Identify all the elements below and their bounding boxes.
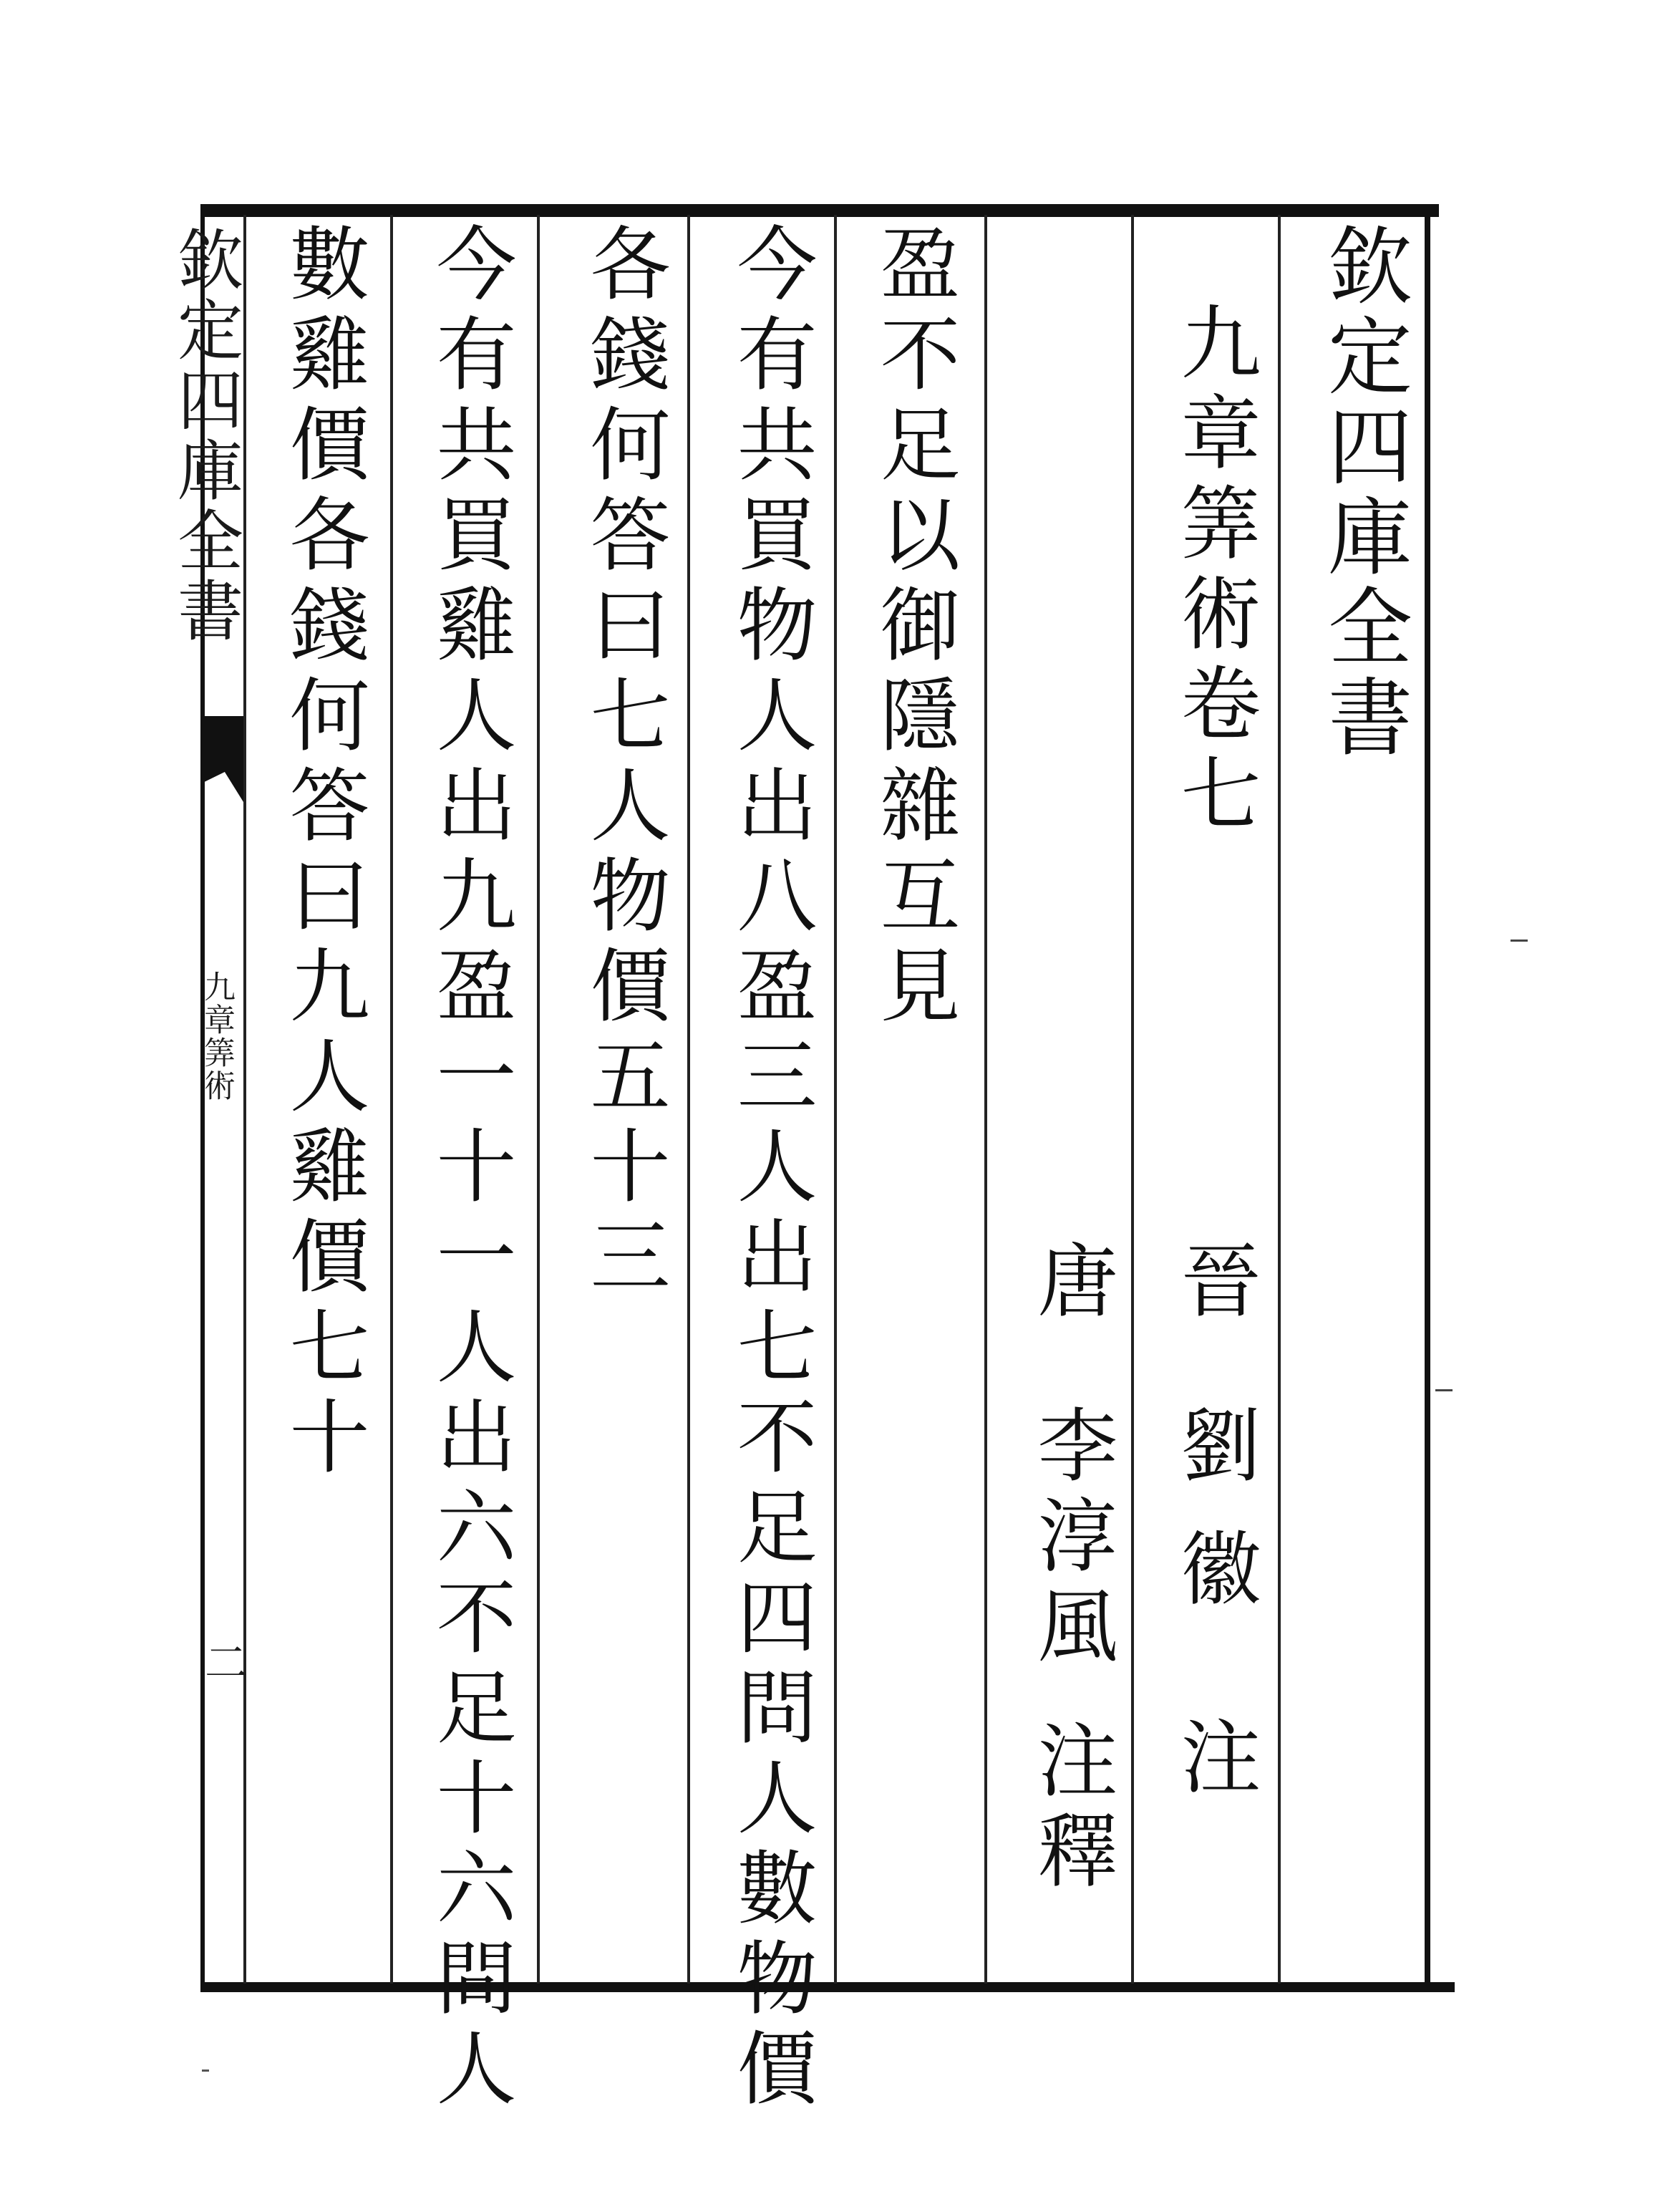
column-divider (984, 215, 987, 1984)
bottom-frame-line (200, 1982, 1455, 1992)
right-frame-line (1425, 215, 1430, 1992)
author-name: 劉徽 (1168, 1404, 1261, 1650)
author-dynasty: 晉 (1168, 1239, 1261, 1329)
scan-mark (1511, 940, 1528, 942)
text-column: 今有共買物人出八盈三人出七不足四問人數物價 (724, 222, 817, 2117)
author-role: 注釋 (1024, 1719, 1117, 1899)
column-divider (1131, 215, 1134, 1984)
column-divider (834, 215, 837, 1984)
column-divider (537, 215, 540, 1984)
header-title: 欽定四庫全書 (1314, 222, 1412, 763)
author-name: 李淳風 (1024, 1404, 1117, 1674)
text-column: 今有共買雞人出九盈一十一人出六不足十六問人 (423, 222, 516, 2117)
volume-title: 九章筭術卷七 (1168, 301, 1261, 842)
margin-book-name: 九章筭術 (198, 970, 235, 1102)
text-column: 盈不足以御隱雜互見 (867, 222, 960, 1034)
author-dynasty: 唐 (1024, 1239, 1117, 1329)
column-divider (687, 215, 690, 1984)
scan-mark (1435, 1389, 1453, 1391)
author-role: 注 (1168, 1715, 1261, 1805)
text-column: 數雞價各錢何答曰九人雞價七十 (276, 222, 369, 1485)
scan-mark (202, 2069, 209, 2072)
page-number: 二 (198, 1640, 248, 1683)
text-column: 各錢何答曰七人物價五十三 (577, 222, 670, 1305)
margin-running-title: 欽定四庫全書 (167, 226, 243, 647)
column-divider (390, 215, 393, 1984)
column-divider (1278, 215, 1281, 1984)
fishtail-mark (202, 716, 243, 802)
top-frame-line (200, 204, 1439, 217)
